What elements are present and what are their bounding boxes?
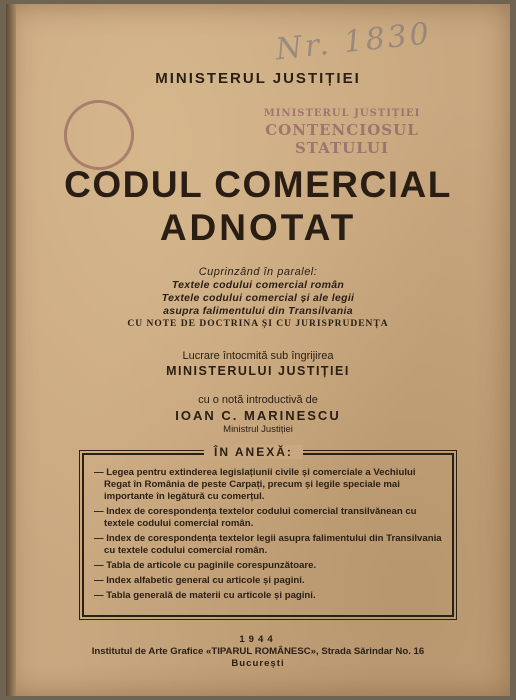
annex-item: — Index de corespondența textelor codului comercial transilvănean cu textele codului comercial român. <box>94 506 417 529</box>
annex-item: — Index alfabetic general cu articole și pagini. <box>94 575 305 586</box>
annex-item: — Tabla generală de materii cu articole și pagini. <box>94 590 316 601</box>
annex-item: — Index de corespondența textelor legii asupra falimentului din Transilvania cu textele codului comercial român. <box>94 533 442 556</box>
ministry-header: MINISTERUL JUSTIȚIEI <box>155 70 361 87</box>
contents-line: Textele codului comercial și ale legii <box>161 292 355 304</box>
intro-author-role: Ministrul Justiției <box>223 424 293 435</box>
book-cover <box>6 4 510 696</box>
contents-caps-line: CU NOTE DE DOCTRINA ȘI CU JURISPRUDENȚA <box>127 319 389 329</box>
annex-list <box>94 467 444 605</box>
contents-line: asupra falimentului din Transilvania <box>163 305 353 317</box>
annex-heading: ÎN ANEXĂ: <box>204 445 303 459</box>
title-line-1: CODUL COMERCIAL <box>64 164 452 205</box>
intro-author: IOAN C. MARINESCU <box>175 408 341 423</box>
publisher-block <box>6 634 510 670</box>
contents-line: Textele codului comercial român <box>171 279 345 291</box>
annex-box <box>82 445 454 617</box>
contents-heading: Cuprinzând în paralel: <box>198 266 318 278</box>
publisher-name: Institutul de Arte Grafice «TIPARUL ROMÂNESC», Strada Sărindar No. 16 <box>91 646 425 657</box>
contents-description <box>6 266 510 331</box>
publication-city: București <box>231 658 285 669</box>
prepared-by <box>6 350 510 378</box>
prepared-organization: MINISTERULUI JUSTIȚIEI <box>166 364 350 378</box>
handwritten-note: Nr. 1830 <box>273 16 434 68</box>
introduction-by <box>6 394 510 436</box>
publication-year: 1944 <box>239 634 277 645</box>
rectangular-stamp <box>238 108 446 157</box>
stamp-line-1: MINISTERUL JUSTIȚIEI <box>263 108 421 119</box>
prepared-line: Lucrare întocmită sub îngrijirea <box>182 350 334 362</box>
annex-item: — Tabla de articole cu paginile corespunzătoare. <box>94 560 317 571</box>
title-line-2: ADNOTAT <box>159 207 357 248</box>
intro-line: cu o notă introductivă de <box>198 394 318 406</box>
annex-item: — Legea pentru extinderea legislațiunii civile și comerciale a Vechiului Regat în România de peste Carpați, precum și legile speciale mai importante în legătură cu comerțul. <box>94 467 416 502</box>
stamp-line-2: CONTENCIOSUL STATULUI <box>265 121 419 157</box>
